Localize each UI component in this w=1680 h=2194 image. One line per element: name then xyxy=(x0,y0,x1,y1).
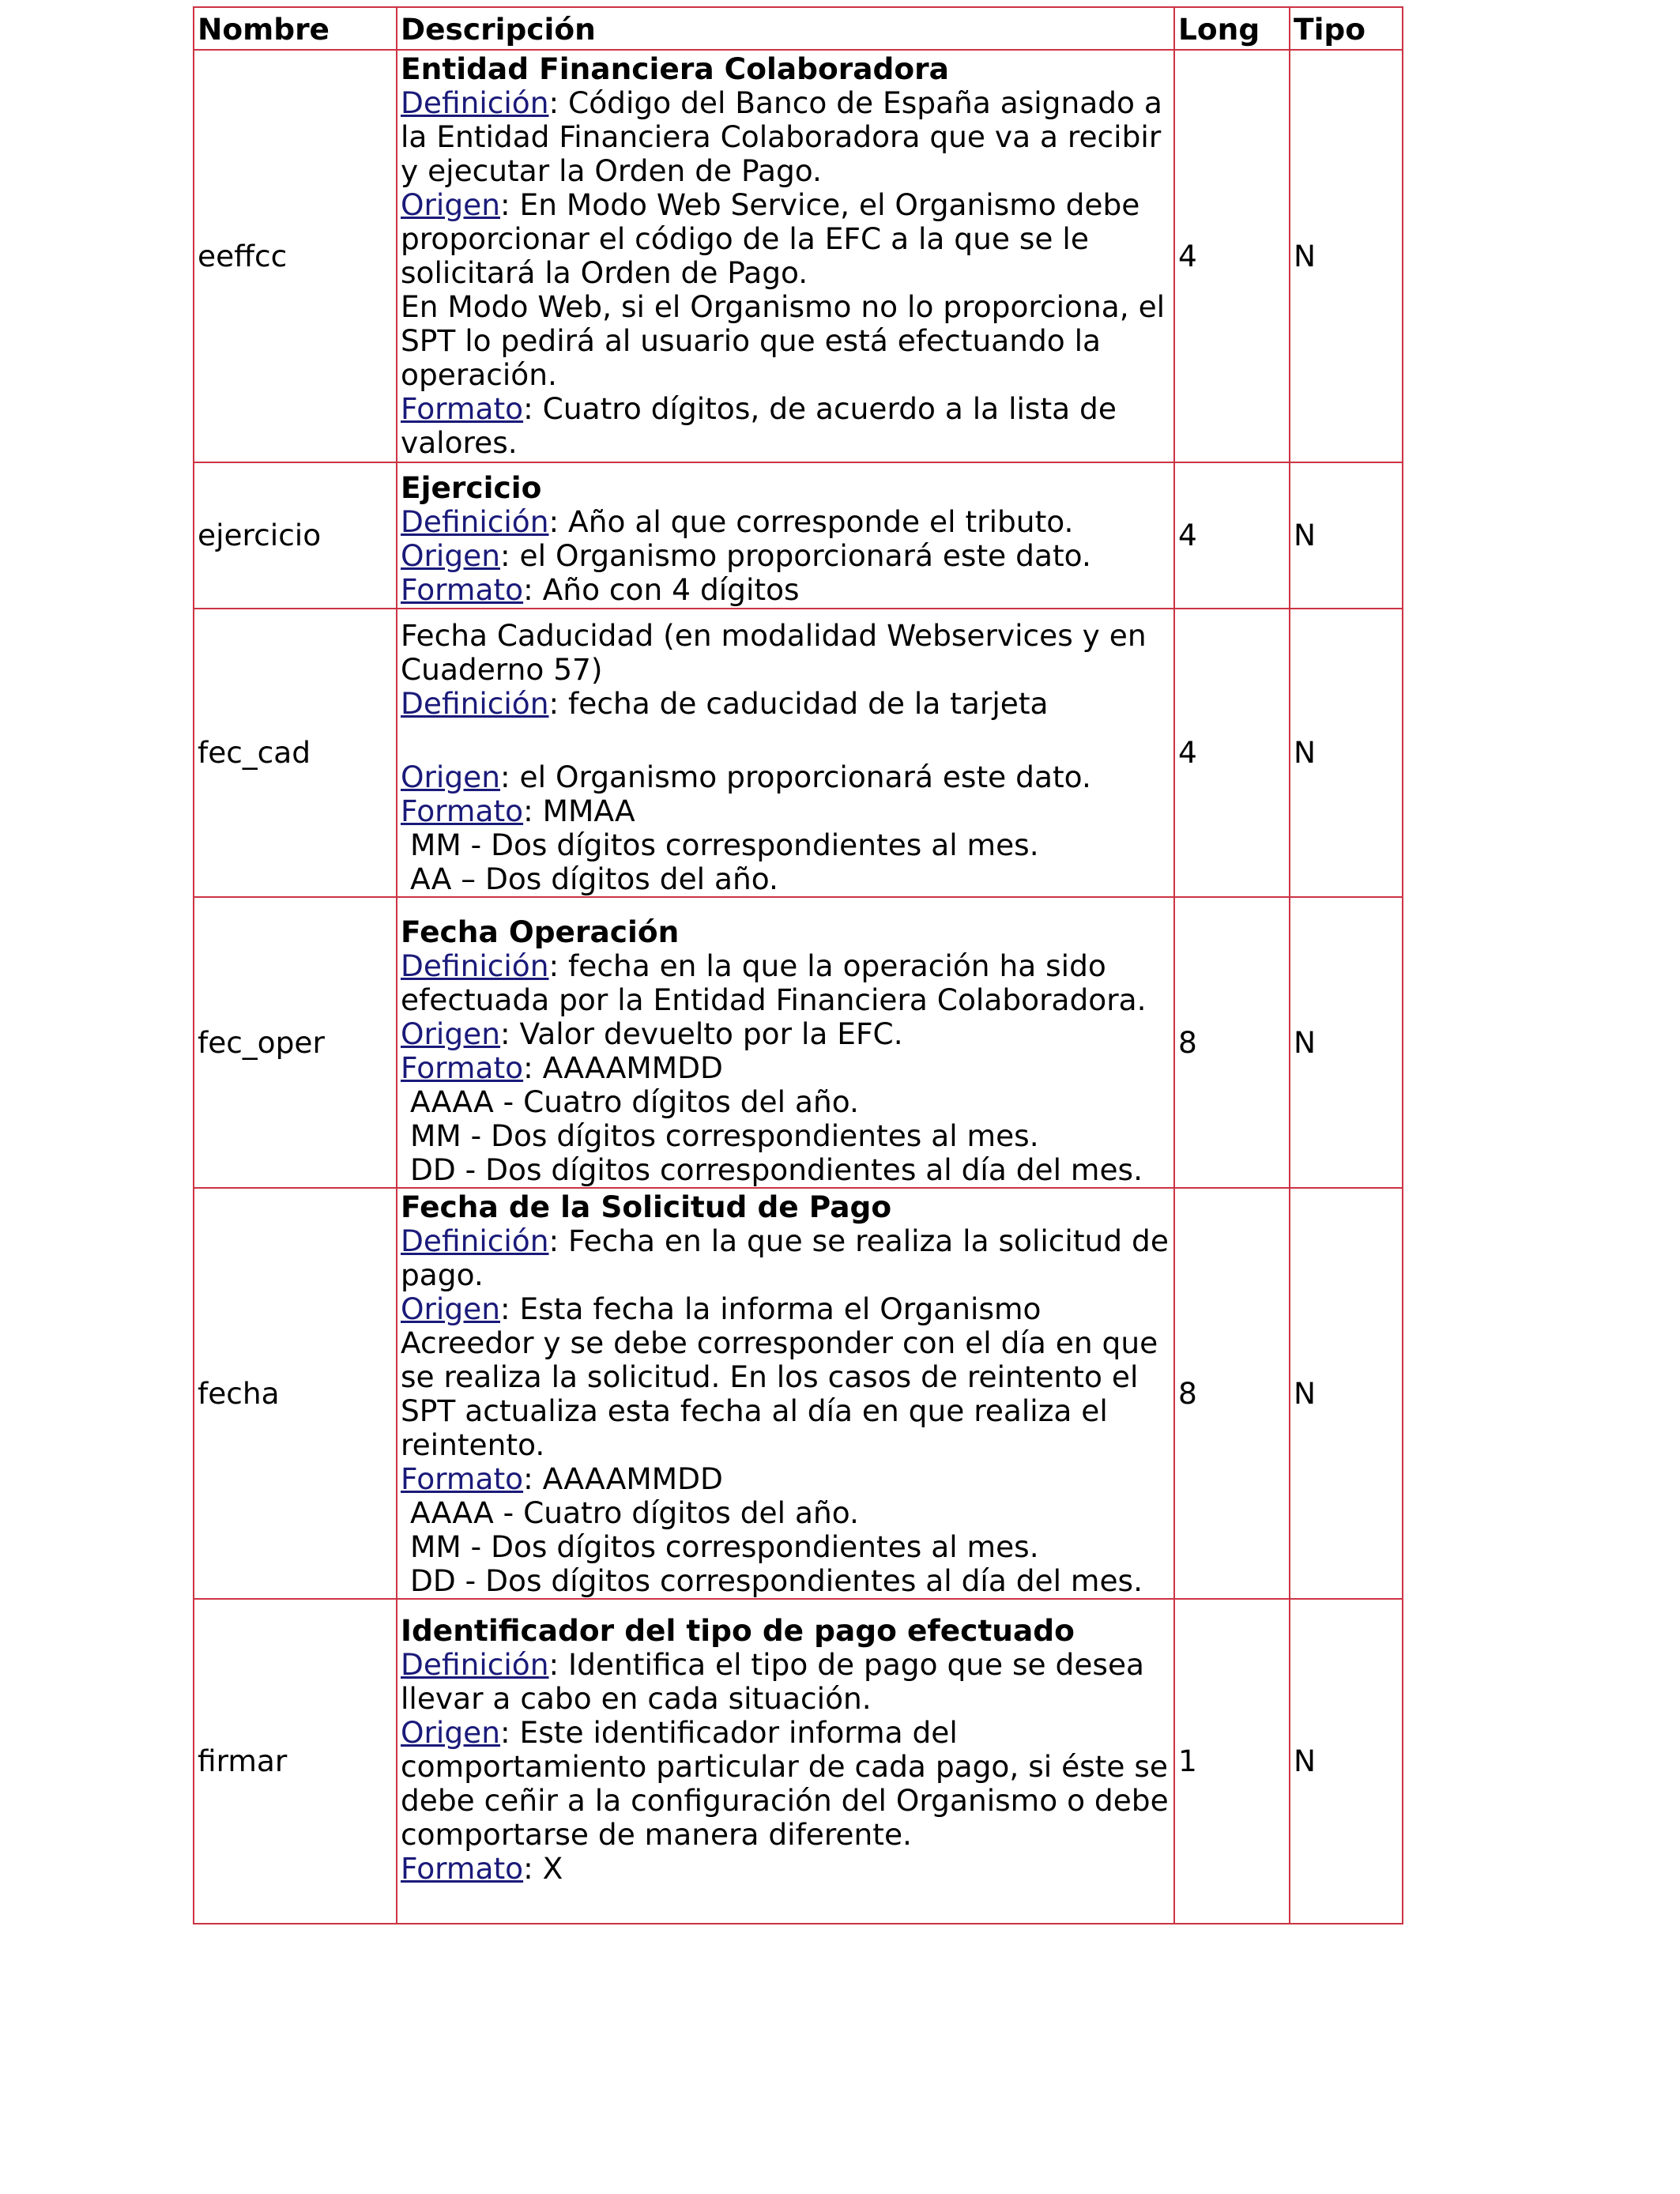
origin-line xyxy=(401,539,1170,573)
format-line xyxy=(401,1852,1170,1886)
definition-line xyxy=(401,949,1170,1017)
format-text: : MMAA xyxy=(523,794,635,828)
table-header-row xyxy=(194,7,1403,50)
field-tipo: N xyxy=(1290,1188,1403,1599)
field-description xyxy=(397,609,1174,897)
field-long: 1 xyxy=(1174,1599,1290,1924)
field-title: Entidad Financiera Colaboradora xyxy=(401,51,949,86)
field-long: 4 xyxy=(1174,462,1290,609)
definition-line xyxy=(401,86,1170,188)
format-line xyxy=(401,794,1170,828)
format-line xyxy=(401,573,1170,607)
blank-spacer xyxy=(401,721,1170,760)
field-long: 4 xyxy=(1174,50,1290,462)
definition-text: : Código del Banco de España asignado a la Entidad Financiera Colaboradora que va a recibir y ejecutar la Orden de Pago. xyxy=(401,85,1162,188)
definicion-link[interactable]: Definición xyxy=(401,948,549,983)
field-description xyxy=(397,1599,1174,1924)
field-long: 8 xyxy=(1174,1188,1290,1599)
field-name: eeffcc xyxy=(194,50,397,462)
field-tipo: N xyxy=(1290,1599,1403,1924)
format-text: : X xyxy=(523,1851,563,1886)
field-description xyxy=(397,462,1174,609)
format-detail-line: AAAA - Cuatro dígitos del año. xyxy=(410,1084,859,1119)
formato-link[interactable]: Formato xyxy=(401,391,524,426)
format-detail-line: MM - Dos dígitos correspondientes al mes. xyxy=(410,1118,1039,1153)
format-text: : AAAAMMDD xyxy=(523,1461,723,1496)
definicion-link[interactable]: Definición xyxy=(401,686,549,721)
formato-link[interactable]: Formato xyxy=(401,572,524,607)
definition-line xyxy=(401,687,1170,721)
format-text: : AAAAMMDD xyxy=(523,1050,723,1085)
formato-link[interactable]: Formato xyxy=(401,794,524,828)
origin-line xyxy=(401,1017,1170,1051)
field-description xyxy=(397,897,1174,1188)
format-detail-line: DD - Dos dígitos correspondientes al día del mes. xyxy=(410,1563,1143,1598)
origin-text: : Este identificador informa del comportamiento particular de cada pago, si éste se debe ceñir a la configuración del Organismo o debe comportarse de manera diferente. xyxy=(401,1715,1169,1852)
definition-line xyxy=(401,1224,1170,1292)
header-tipo: Tipo xyxy=(1290,7,1403,50)
origen-link[interactable]: Origen xyxy=(401,1291,500,1326)
field-tipo: N xyxy=(1290,897,1403,1188)
format-line xyxy=(401,1051,1170,1085)
field-tipo: N xyxy=(1290,462,1403,609)
field-title: Fecha Operación xyxy=(401,914,680,949)
origin-text: : Esta fecha la informa el Organismo Acreedor y se debe corresponder con el día en que se realiza la solicitud. En los casos de reintento el SPT actualiza esta fecha al día en que realiza el reintento. xyxy=(401,1291,1158,1462)
definicion-link[interactable]: Definición xyxy=(401,85,549,120)
origen-link[interactable]: Origen xyxy=(401,538,500,573)
format-detail-line: MM - Dos dígitos correspondientes al mes. xyxy=(410,1529,1039,1564)
definition-text: : fecha en la que la operación ha sido efectuada por la Entidad Financiera Colaboradora. xyxy=(401,948,1147,1017)
definition-line xyxy=(401,1648,1170,1716)
field-name: ejercicio xyxy=(194,462,397,609)
origin-text: : En Modo Web Service, el Organismo debe proporcionar el código de la EFC a la que se le solicitará la Orden de Pago. xyxy=(401,187,1140,290)
field-description xyxy=(397,50,1174,462)
definition-line xyxy=(401,505,1170,539)
definition-text: : Identifica el tipo de pago que se desea llevar a cabo en cada situación. xyxy=(401,1647,1145,1716)
definition-text: : Fecha en la que se realiza la solicitud de pago. xyxy=(401,1223,1169,1292)
field-name: fec_oper xyxy=(194,897,397,1188)
format-detail-line: AA – Dos dígitos del año. xyxy=(410,861,778,896)
field-tipo: N xyxy=(1290,50,1403,462)
format-text: : Cuatro dígitos, de acuerdo a la lista de valores. xyxy=(401,391,1117,460)
table-row xyxy=(194,897,1403,1188)
definicion-link[interactable]: Definición xyxy=(401,1647,549,1682)
field-tipo: N xyxy=(1290,609,1403,897)
definition-text: : fecha de caducidad de la tarjeta xyxy=(548,686,1049,721)
format-detail-line: AAAA - Cuatro dígitos del año. xyxy=(410,1495,859,1530)
field-long: 4 xyxy=(1174,609,1290,897)
header-descripcion: Descripción xyxy=(397,7,1174,50)
origin-text: : el Organismo proporcionará este dato. xyxy=(500,538,1091,573)
origen-link[interactable]: Origen xyxy=(401,1715,500,1750)
origin-text: : el Organismo proporcionará este dato. xyxy=(500,760,1091,794)
origin-line xyxy=(401,760,1170,794)
origin-line xyxy=(401,1716,1170,1852)
definicion-link[interactable]: Definición xyxy=(401,1223,549,1258)
origen-link[interactable]: Origen xyxy=(401,1016,500,1051)
table-row xyxy=(194,50,1403,462)
header-long: Long xyxy=(1174,7,1290,50)
origin-line xyxy=(401,1292,1170,1462)
formato-link[interactable]: Formato xyxy=(401,1461,524,1496)
format-line xyxy=(401,392,1170,460)
field-name: fec_cad xyxy=(194,609,397,897)
header-nombre: Nombre xyxy=(194,7,397,50)
formato-link[interactable]: Formato xyxy=(401,1851,524,1886)
format-text: : Año con 4 dígitos xyxy=(523,572,800,607)
origin-line xyxy=(401,188,1170,290)
field-long: 8 xyxy=(1174,897,1290,1188)
origin-text: : Valor devuelto por la EFC. xyxy=(500,1016,903,1051)
field-title: Identificador del tipo de pago efectuado xyxy=(401,1613,1075,1648)
table-row xyxy=(194,609,1403,897)
table-row xyxy=(194,1188,1403,1599)
field-description xyxy=(397,1188,1174,1599)
field-name: firmar xyxy=(194,1599,397,1924)
table-row xyxy=(194,462,1403,609)
format-line xyxy=(401,1462,1170,1496)
origin-extra-text: En Modo Web, si el Organismo no lo proporciona, el SPT lo pedirá al usuario que está efectuando la operación. xyxy=(401,289,1166,392)
origen-link[interactable]: Origen xyxy=(401,187,500,222)
format-detail-line: DD - Dos dígitos correspondientes al día del mes. xyxy=(410,1152,1143,1187)
format-detail-line: MM - Dos dígitos correspondientes al mes. xyxy=(410,827,1039,862)
field-name: fecha xyxy=(194,1188,397,1599)
field-definition-table xyxy=(193,6,1403,1924)
origen-link[interactable]: Origen xyxy=(401,760,500,794)
definition-text: : Año al que corresponde el tributo. xyxy=(548,504,1074,539)
definicion-link[interactable]: Definición xyxy=(401,504,549,539)
field-title: Fecha de la Solicitud de Pago xyxy=(401,1189,892,1224)
table-row xyxy=(194,1599,1403,1924)
formato-link[interactable]: Formato xyxy=(401,1050,524,1085)
field-title: Ejercicio xyxy=(401,470,542,505)
field-title: Fecha Caducidad (en modalidad Webservices y en Cuaderno 57) xyxy=(401,618,1147,687)
